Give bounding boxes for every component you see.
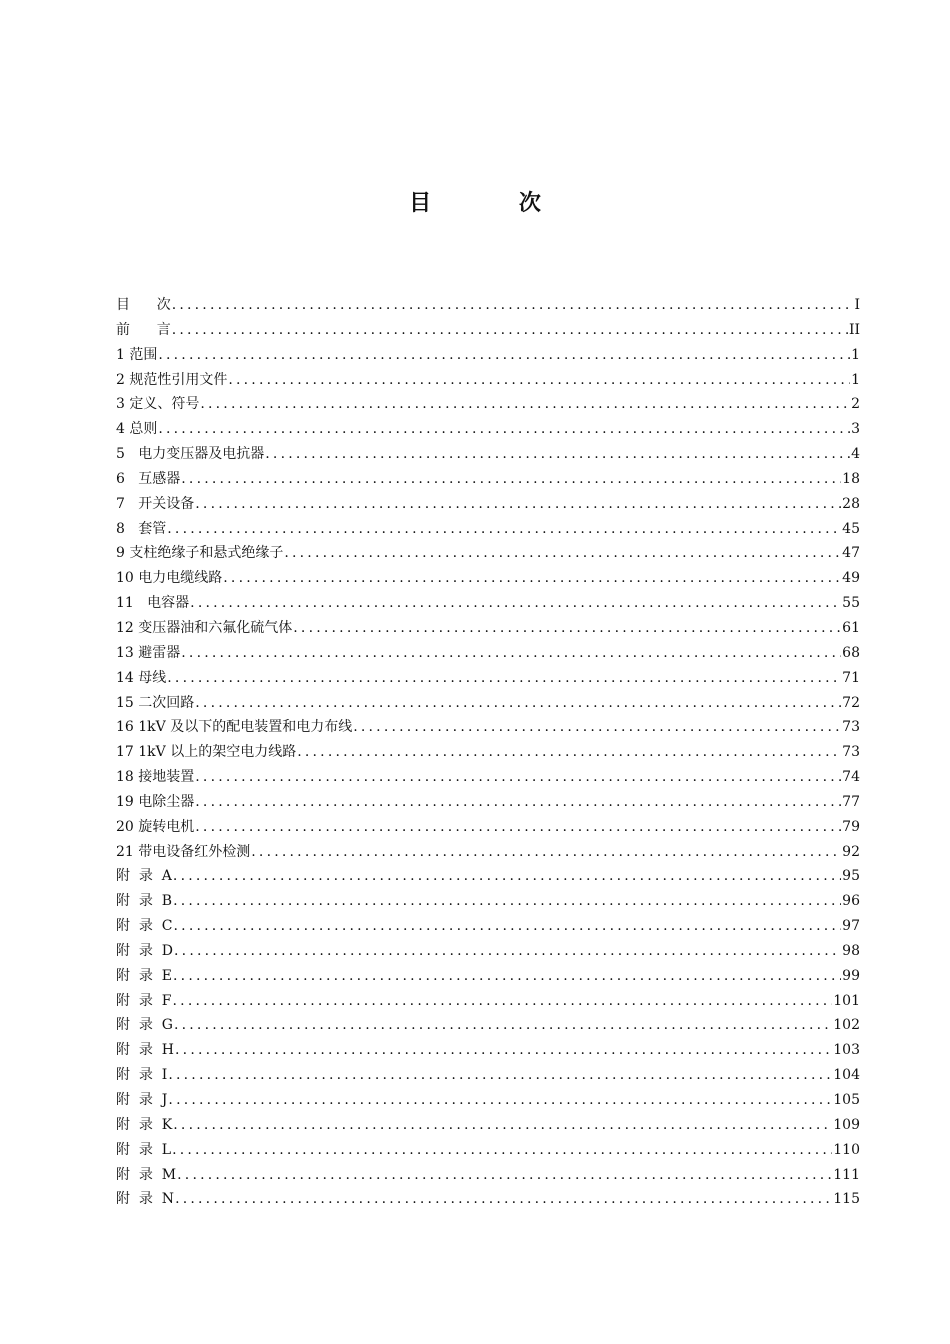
toc-leader-dots <box>174 943 841 959</box>
table-of-contents <box>116 294 860 1213</box>
toc-leader-dots <box>167 670 841 686</box>
toc-leader-dots <box>175 1042 832 1058</box>
toc-entry-label: 9 支柱绝缘子和悬式绝缘子 <box>116 545 284 562</box>
toc-entry[interactable] <box>116 393 860 418</box>
toc-entry-page-number: 109 <box>833 1116 860 1133</box>
toc-leader-dots <box>173 868 841 884</box>
toc-entry[interactable] <box>116 692 860 717</box>
toc-entry-page-number: 74 <box>842 769 860 786</box>
toc-entry-page-number: 72 <box>842 694 860 711</box>
toc-leader-dots <box>195 819 841 835</box>
toc-entry-label: 附 录 H <box>116 1042 175 1059</box>
toc-entry-page-number: 18 <box>842 470 860 487</box>
toc-entry[interactable] <box>116 865 860 890</box>
toc-entry-page-number: 68 <box>842 644 860 661</box>
toc-entry[interactable] <box>116 443 860 468</box>
toc-entry-page-number: 79 <box>842 818 860 835</box>
toc-leader-dots <box>195 794 841 810</box>
toc-entry-page-number: I <box>854 297 860 313</box>
toc-entry[interactable] <box>116 1164 860 1189</box>
toc-entry-page-number: 47 <box>842 545 860 562</box>
toc-entry-label: 14 母线 <box>116 669 167 686</box>
toc-entry-label: 3 定义、符号 <box>116 396 200 413</box>
toc-entry-page-number: 77 <box>842 793 860 810</box>
toc-entry[interactable] <box>116 468 860 493</box>
toc-entry[interactable] <box>116 418 860 443</box>
toc-leader-dots <box>228 372 850 388</box>
toc-entry-label: 附 录 L <box>116 1141 172 1158</box>
toc-entry-page-number: 73 <box>842 744 860 761</box>
toc-entry[interactable] <box>116 1114 860 1139</box>
toc-entry-page-number: 98 <box>842 942 860 959</box>
page-title: 目 次 <box>409 191 581 216</box>
toc-leader-dots <box>167 521 841 537</box>
toc-entry-page-number: 103 <box>833 1042 860 1059</box>
toc-entry[interactable] <box>116 369 860 394</box>
toc-leader-dots <box>353 719 841 735</box>
toc-entry-label: 16 1kV 及以下的配电装置和电力布线 <box>116 719 353 736</box>
toc-entry-page-number: 102 <box>833 1017 860 1034</box>
toc-entry-page-number: 97 <box>842 918 860 935</box>
toc-entry-label: 1 范围 <box>116 346 158 363</box>
toc-entry-label: 附 录 C <box>116 918 173 935</box>
toc-entry-page-number: 2 <box>851 396 860 413</box>
toc-entry-page-number: 101 <box>833 992 860 1009</box>
toc-leader-dots <box>173 968 841 984</box>
toc-leader-dots <box>168 1092 832 1108</box>
toc-entry-page-number: 111 <box>833 1166 860 1183</box>
toc-leader-dots <box>195 496 841 512</box>
toc-leader-dots <box>174 918 842 934</box>
toc-leader-dots <box>158 347 850 363</box>
toc-entry[interactable] <box>116 841 860 866</box>
toc-entry-label: 5 电力变压器及电抗器 <box>116 446 265 463</box>
toc-entry[interactable] <box>116 542 860 567</box>
toc-entry-label: 附 录 M <box>116 1166 177 1183</box>
toc-leader-dots <box>181 471 841 487</box>
toc-entry-page-number: 55 <box>842 595 860 612</box>
toc-entry-label: 附 录 F <box>116 992 172 1009</box>
toc-leader-dots <box>172 297 854 313</box>
toc-entry[interactable] <box>116 518 860 543</box>
toc-entry-label: 11 电容器 <box>116 595 190 612</box>
toc-entry-page-number: 1 <box>851 346 860 363</box>
toc-entry-page-number: 3 <box>851 421 860 438</box>
toc-entry-label: 12 变压器油和六氟化硫气体 <box>116 619 293 636</box>
toc-entry-label: 19 电除尘器 <box>116 793 195 810</box>
toc-entry-label: 附 录 B <box>116 893 173 910</box>
toc-entry[interactable] <box>116 741 860 766</box>
toc-entry-label: 10 电力电缆线路 <box>116 570 223 587</box>
toc-entry-label: 附 录 G <box>116 1017 173 1034</box>
toc-leader-dots <box>293 620 841 636</box>
toc-entry[interactable] <box>116 1039 860 1064</box>
toc-entry[interactable] <box>116 667 860 692</box>
toc-entry[interactable] <box>116 567 860 592</box>
toc-entry-page-number: 96 <box>842 893 860 910</box>
toc-entry[interactable] <box>116 816 860 841</box>
toc-entry[interactable] <box>116 592 860 617</box>
toc-entry[interactable] <box>116 1188 860 1213</box>
toc-entry-label: 附 录 K <box>116 1116 173 1133</box>
toc-entry-page-number: 45 <box>842 520 860 537</box>
toc-entry[interactable] <box>116 319 860 344</box>
toc-leader-dots <box>223 570 841 586</box>
toc-entry-label: 6 互感器 <box>116 470 181 487</box>
toc-entry-page-number: 105 <box>833 1092 860 1108</box>
toc-entry-label: 17 1kV 以上的架空电力线路 <box>116 744 297 761</box>
toc-entry-label: 18 接地装置 <box>116 769 195 786</box>
toc-leader-dots <box>265 446 850 462</box>
toc-leader-dots <box>297 744 841 760</box>
toc-leader-dots <box>190 595 841 611</box>
toc-leader-dots <box>181 645 841 661</box>
toc-entry-page-number: 73 <box>842 719 860 736</box>
toc-entry-label: 附 录 J <box>116 1092 168 1108</box>
toc-entry[interactable] <box>116 493 860 518</box>
toc-leader-dots <box>172 322 848 338</box>
toc-leader-dots <box>195 695 841 711</box>
toc-entry-page-number: 71 <box>842 669 860 686</box>
toc-entry[interactable] <box>116 344 860 369</box>
toc-entry-page-number: 99 <box>842 967 860 984</box>
toc-leader-dots <box>173 893 841 909</box>
toc-entry-label: 附 录 I <box>116 1067 168 1084</box>
toc-entry-label: 7 开关设备 <box>116 495 195 512</box>
toc-leader-dots <box>168 1067 832 1083</box>
toc-entry-page-number: 49 <box>842 570 860 587</box>
toc-entry-page-number: 28 <box>842 495 860 512</box>
toc-entry[interactable] <box>116 1139 860 1164</box>
toc-entry-label: 8 套管 <box>116 520 167 537</box>
toc-entry-label: 目 次 <box>116 297 171 313</box>
toc-entry-label: 21 带电设备红外检测 <box>116 843 251 860</box>
toc-entry-label: 20 旋转电机 <box>116 818 195 835</box>
toc-entry[interactable] <box>116 1014 860 1039</box>
toc-entry-label: 13 避雷器 <box>116 644 181 661</box>
toc-entry-label: 附 录 A <box>116 868 172 885</box>
toc-entry[interactable] <box>116 642 860 667</box>
toc-leader-dots <box>284 545 841 561</box>
toc-entry[interactable] <box>116 766 860 791</box>
toc-entry-page-number: 110 <box>833 1141 860 1158</box>
toc-leader-dots <box>251 844 841 860</box>
toc-leader-dots <box>195 769 841 785</box>
toc-entry-page-number: 104 <box>833 1067 860 1084</box>
toc-entry-page-number: 115 <box>833 1191 860 1208</box>
toc-entry-label: 15 二次回路 <box>116 694 195 711</box>
toc-leader-dots <box>173 1117 832 1133</box>
toc-leader-dots <box>177 1167 832 1183</box>
toc-leader-dots <box>174 1017 832 1033</box>
toc-entry[interactable] <box>116 1089 860 1114</box>
toc-leader-dots <box>173 993 833 1009</box>
toc-leader-dots <box>172 1142 832 1158</box>
toc-entry-page-number: 92 <box>842 843 860 860</box>
toc-entry-label: 附 录 N <box>116 1191 175 1208</box>
toc-entry-label: 2 规范性引用文件 <box>116 371 228 388</box>
toc-entry-page-number: 95 <box>842 868 860 885</box>
toc-leader-dots <box>158 421 850 437</box>
toc-entry[interactable] <box>116 716 860 741</box>
toc-leader-dots <box>200 396 850 412</box>
toc-entry[interactable] <box>116 791 860 816</box>
toc-entry-page-number: 1 <box>851 371 860 388</box>
toc-entry-label: 附 录 E <box>116 967 173 984</box>
toc-entry-label: 附 录 D <box>116 942 174 959</box>
toc-entry-label: 前 言 <box>116 321 171 338</box>
toc-entry-page-number: 61 <box>842 619 860 636</box>
toc-entry[interactable] <box>116 915 860 940</box>
toc-entry[interactable] <box>116 940 860 965</box>
toc-leader-dots <box>175 1191 832 1207</box>
toc-entry[interactable] <box>116 294 860 319</box>
toc-entry[interactable] <box>116 965 860 990</box>
toc-entry[interactable] <box>116 1064 860 1089</box>
toc-entry-page-number: 4 <box>851 446 860 463</box>
toc-entry-page-number: II <box>848 321 860 338</box>
toc-entry-label: 4 总则 <box>116 421 158 438</box>
toc-entry[interactable] <box>116 990 860 1015</box>
toc-entry[interactable] <box>116 890 860 915</box>
toc-entry[interactable] <box>116 617 860 642</box>
